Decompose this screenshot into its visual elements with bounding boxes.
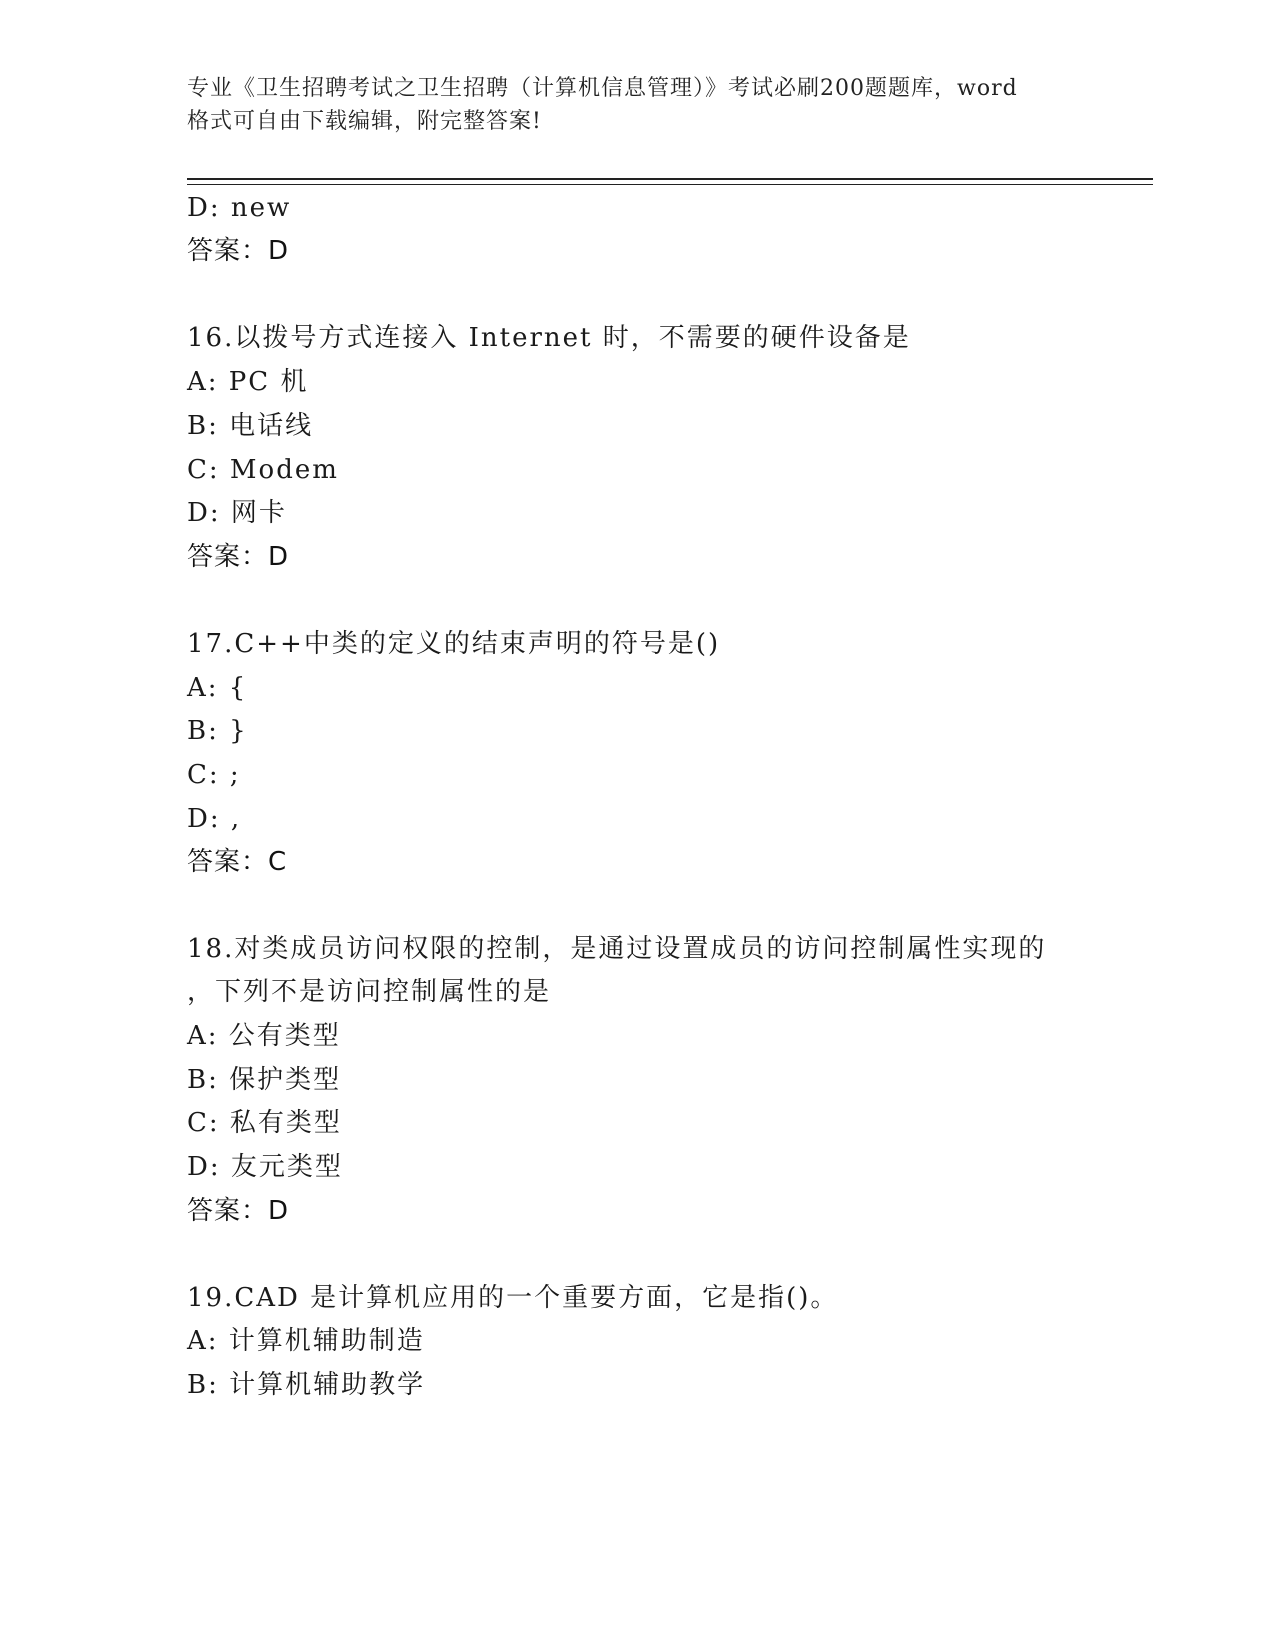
document-header <box>187 72 1087 138</box>
prev-answer: 答案：D <box>187 236 290 266</box>
q18-question-line-2: ，下列不是访问控制属性的是 <box>187 977 552 1007</box>
q18-option-b: B: 保护类型 <box>187 1065 342 1095</box>
q17-option-c: C: ; <box>187 760 241 790</box>
q19-question: 19.CAD 是计算机应用的一个重要方面，它是指()。 <box>187 1283 839 1313</box>
q16-option-a: A: PC 机 <box>187 367 309 397</box>
q16-option-b: B: 电话线 <box>187 411 314 441</box>
q17-option-d: D: , <box>187 804 242 834</box>
q18-option-c: C: 私有类型 <box>187 1108 342 1138</box>
q16-answer: 答案：D <box>187 542 290 572</box>
q19-option-a: A: 计算机辅助制造 <box>187 1326 425 1356</box>
header-line-1: 专业《卫生招聘考试之卫生招聘（计算机信息管理）》考试必刷200题题库，word <box>187 76 1018 101</box>
q16-option-c: C: Modem <box>187 455 339 485</box>
q17-answer: 答案：C <box>187 847 288 877</box>
q17-option-b: B: } <box>187 716 248 746</box>
q19-option-b: B: 计算机辅助教学 <box>187 1370 426 1400</box>
q18-option-a: A: 公有类型 <box>187 1021 341 1051</box>
q17-question: 17.C++中类的定义的结束声明的符号是() <box>187 629 721 659</box>
header-line-2: 格式可自由下载编辑，附完整答案! <box>187 109 542 134</box>
q17-option-a: A: { <box>187 673 248 703</box>
q18-question-line-1: 18.对类成员访问权限的控制，是通过设置成员的访问控制属性实现的 <box>187 934 1047 964</box>
header-divider-thick <box>187 178 1153 180</box>
q18-answer: 答案：D <box>187 1196 290 1226</box>
header-divider-thin <box>187 184 1153 185</box>
q16-option-d: D: 网卡 <box>187 498 287 528</box>
q16-question: 16.以拨号方式连接入 Internet 时，不需要的硬件设备是 <box>187 323 911 353</box>
q18-option-d: D: 友元类型 <box>187 1152 343 1182</box>
prev-option-d: D: new <box>187 193 292 223</box>
